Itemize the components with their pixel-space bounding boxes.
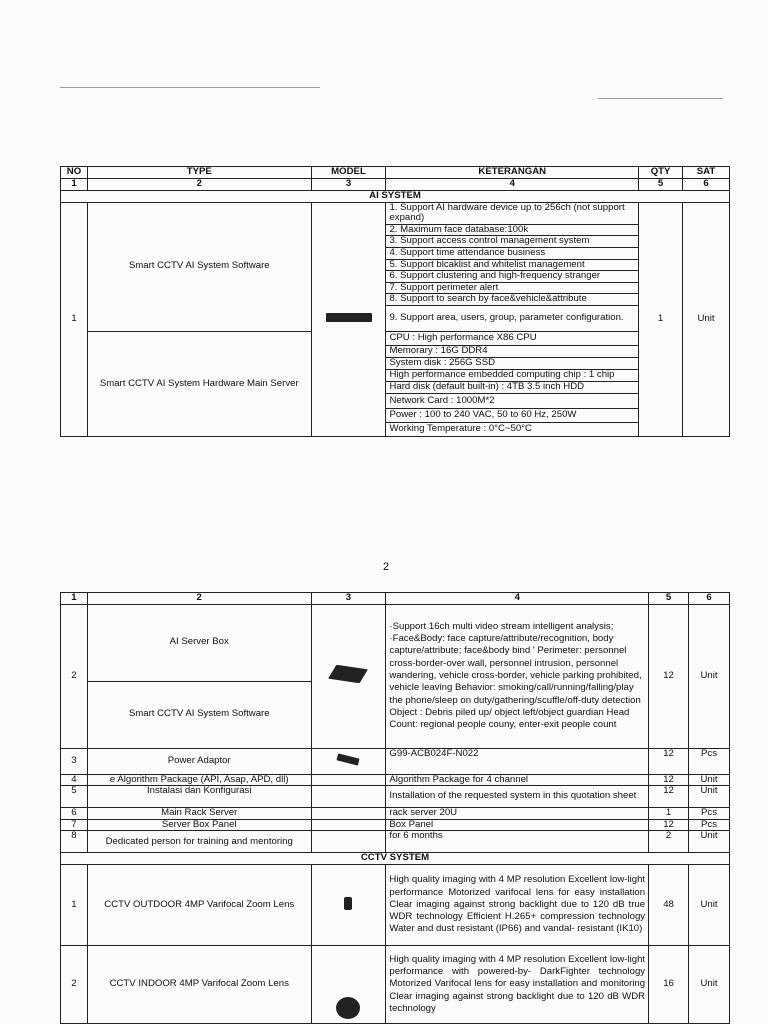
section-ai-system: AI SYSTEM bbox=[61, 191, 730, 203]
row-no: 1 bbox=[61, 864, 88, 945]
power-adaptor-image bbox=[337, 753, 360, 765]
row-no: 2 bbox=[61, 604, 88, 748]
qty: 48 bbox=[649, 864, 689, 945]
index-5: 5 bbox=[649, 593, 689, 605]
spec-item: Memorary : 16G DDR4 bbox=[386, 345, 639, 357]
type: CCTV OUTDOOR 4MP Varifocal Zoom Lens bbox=[87, 864, 311, 945]
type: Power Adaptor bbox=[87, 748, 311, 774]
type: e Algorithm Package (API, Asap, APD, dll) bbox=[87, 774, 311, 786]
qty: 16 bbox=[649, 945, 689, 1023]
type-software: Smart CCTV AI System Software bbox=[87, 681, 311, 748]
section-cctv-system: CCTV SYSTEM bbox=[61, 853, 730, 865]
sat: Unit bbox=[689, 945, 730, 1023]
row-no: 7 bbox=[61, 819, 88, 831]
sat: Unit bbox=[683, 202, 730, 436]
spec-item: 3. Support access control management system bbox=[386, 236, 639, 248]
sat: Unit bbox=[689, 831, 730, 853]
type: Instalasi dan Konfigurasi bbox=[87, 786, 311, 808]
description: for 6 months bbox=[386, 831, 649, 853]
top-left-rule bbox=[60, 87, 320, 88]
spec-item: 7. Support perimeter alert bbox=[386, 282, 639, 294]
header-sat: SAT bbox=[683, 167, 730, 179]
row-no: 3 bbox=[61, 748, 88, 774]
spec-item: 8. Support to search by face&vehicle&attribute bbox=[386, 294, 639, 306]
spec-item: Power : 100 to 240 VAC, 50 to 60 Hz, 250W bbox=[386, 408, 639, 422]
description: Installation of the requested system in this quotation sheet bbox=[386, 786, 649, 808]
model-image bbox=[311, 604, 386, 748]
sat: Pcs bbox=[689, 808, 730, 820]
row-no: 5 bbox=[61, 786, 88, 808]
row-no: 2 bbox=[61, 945, 88, 1023]
indoor-camera-image bbox=[336, 997, 360, 1019]
qty: 12 bbox=[649, 604, 689, 748]
model-empty bbox=[311, 819, 386, 831]
spec-item: 6. Support clustering and high-frequency stranger bbox=[386, 271, 639, 283]
sat: Unit bbox=[689, 774, 730, 786]
model-empty bbox=[311, 786, 386, 808]
type: Server Box Panel bbox=[87, 819, 311, 831]
header-qty: QTY bbox=[639, 167, 683, 179]
type-ai-server-box: AI Server Box bbox=[87, 604, 311, 681]
model-image bbox=[311, 748, 386, 774]
header-keterangan: KETERANGAN bbox=[386, 167, 639, 179]
spec-item: 1. Support AI hardware device up to 256ch (not support expand) bbox=[386, 202, 639, 224]
spec-item: 5. Support blcaklist and whitelist management bbox=[386, 259, 639, 271]
index-1: 1 bbox=[61, 179, 88, 191]
model-empty bbox=[311, 774, 386, 786]
spec-item: CPU : High performance X86 CPU bbox=[386, 331, 639, 345]
model-image bbox=[311, 864, 386, 945]
continuation-table bbox=[60, 592, 730, 1024]
spec-item: Hard disk (default built-in) : 4TB 3.5 inch HDD bbox=[386, 381, 639, 393]
description: Box Panel bbox=[386, 819, 649, 831]
ai-system-table bbox=[60, 166, 730, 437]
description: ·Support 16ch multi video stream intelligent analysis; ·Face&Body: face capture/attribute/recognition, body capture/attribute; face&body bind ' Perimeter: personnel cross-border-over wall, personnel intrusion, personnel wandering, vehicle cross-border, vehicle parking prohibited, vehicle leaving Behavior: smoking/call/running/falling/play the phone/sleep on duty/gathering/scuffle/off-duty detection Object : Debris piled up/ object left/object guardian Head Count: regional people couny, enter-exit people count bbox=[386, 604, 649, 748]
server-image bbox=[326, 313, 372, 322]
type-hardware: Smart CCTV AI System Hardware Main Server bbox=[87, 331, 311, 436]
qty: 12 bbox=[649, 786, 689, 808]
model-image bbox=[311, 202, 386, 436]
spec-item: System disk : 256G SSD bbox=[386, 357, 639, 369]
index-3: 3 bbox=[311, 179, 386, 191]
top-right-rule bbox=[598, 98, 723, 99]
sat: Unit bbox=[689, 604, 730, 748]
model-image bbox=[311, 945, 386, 1023]
page-number: 2 bbox=[383, 561, 390, 573]
index-4: 4 bbox=[386, 179, 639, 191]
spec-item: Working Temperature : 0°C~50°C bbox=[386, 422, 639, 436]
description: rack server 20U bbox=[386, 808, 649, 820]
index-6: 6 bbox=[683, 179, 730, 191]
type: Dedicated person for training and mentoring bbox=[87, 831, 311, 853]
type: Main Rack Server bbox=[87, 808, 311, 820]
qty: 12 bbox=[649, 748, 689, 774]
row-no: 4 bbox=[61, 774, 88, 786]
spec-item: 4. Support time attendance business bbox=[386, 247, 639, 259]
index-4: 4 bbox=[386, 593, 649, 605]
spec-item: 9. Support area, users, group, parameter configuration. bbox=[386, 305, 639, 331]
qty: 12 bbox=[649, 774, 689, 786]
description: High quality imaging with 4 MP resolution Excellent low-light performance Motorized varifocal lens for easy installation Clear imaging against strong backlight due to 120 dB true WDR technology Efficient H.265+ compression technology Water and dust resistant (IP66) and vandal- resistant (IK10) bbox=[386, 864, 649, 945]
header-type: TYPE bbox=[87, 167, 311, 179]
qty: 2 bbox=[649, 831, 689, 853]
qty: 1 bbox=[649, 808, 689, 820]
index-6: 6 bbox=[689, 593, 730, 605]
qty: 12 bbox=[649, 819, 689, 831]
sat: Pcs bbox=[689, 819, 730, 831]
type-software: Smart CCTV AI System Software bbox=[87, 202, 311, 331]
index-1: 1 bbox=[61, 593, 88, 605]
sat: Unit bbox=[689, 864, 730, 945]
index-2: 2 bbox=[87, 179, 311, 191]
model-empty bbox=[311, 808, 386, 820]
index-2: 2 bbox=[87, 593, 311, 605]
spec-item: Network Card : 1000M*2 bbox=[386, 393, 639, 408]
row-no: 1 bbox=[61, 202, 88, 436]
qty: 1 bbox=[639, 202, 683, 436]
outdoor-camera-image bbox=[344, 897, 352, 910]
server-box-image bbox=[329, 665, 369, 684]
index-3: 3 bbox=[311, 593, 386, 605]
sat: Unit bbox=[689, 786, 730, 808]
model-empty bbox=[311, 831, 386, 853]
type: CCTV INDOOR 4MP Varifocal Zoom Lens bbox=[87, 945, 311, 1023]
row-no: 6 bbox=[61, 808, 88, 820]
spec-item: High performance embedded computing chip : 1 chip bbox=[386, 369, 639, 381]
sat: Pcs bbox=[689, 748, 730, 774]
index-5: 5 bbox=[639, 179, 683, 191]
header-no: NO bbox=[61, 167, 88, 179]
header-model: MODEL bbox=[311, 167, 386, 179]
description: Algorithm Package for 4 channel bbox=[386, 774, 649, 786]
row-no: 8 bbox=[61, 831, 88, 853]
spec-item: 2. Maximum face database:100k bbox=[386, 224, 639, 236]
description: High quality imaging with 4 MP resolution Excellent low-light performance with powered-by- DarkFighter technology Motorized Varifocal lens for easy installation and monitoring Clear imaging against strong backlight due to 120 dB WDR technology bbox=[386, 945, 649, 1023]
description: G99-ACB024F-N022 bbox=[386, 748, 649, 774]
